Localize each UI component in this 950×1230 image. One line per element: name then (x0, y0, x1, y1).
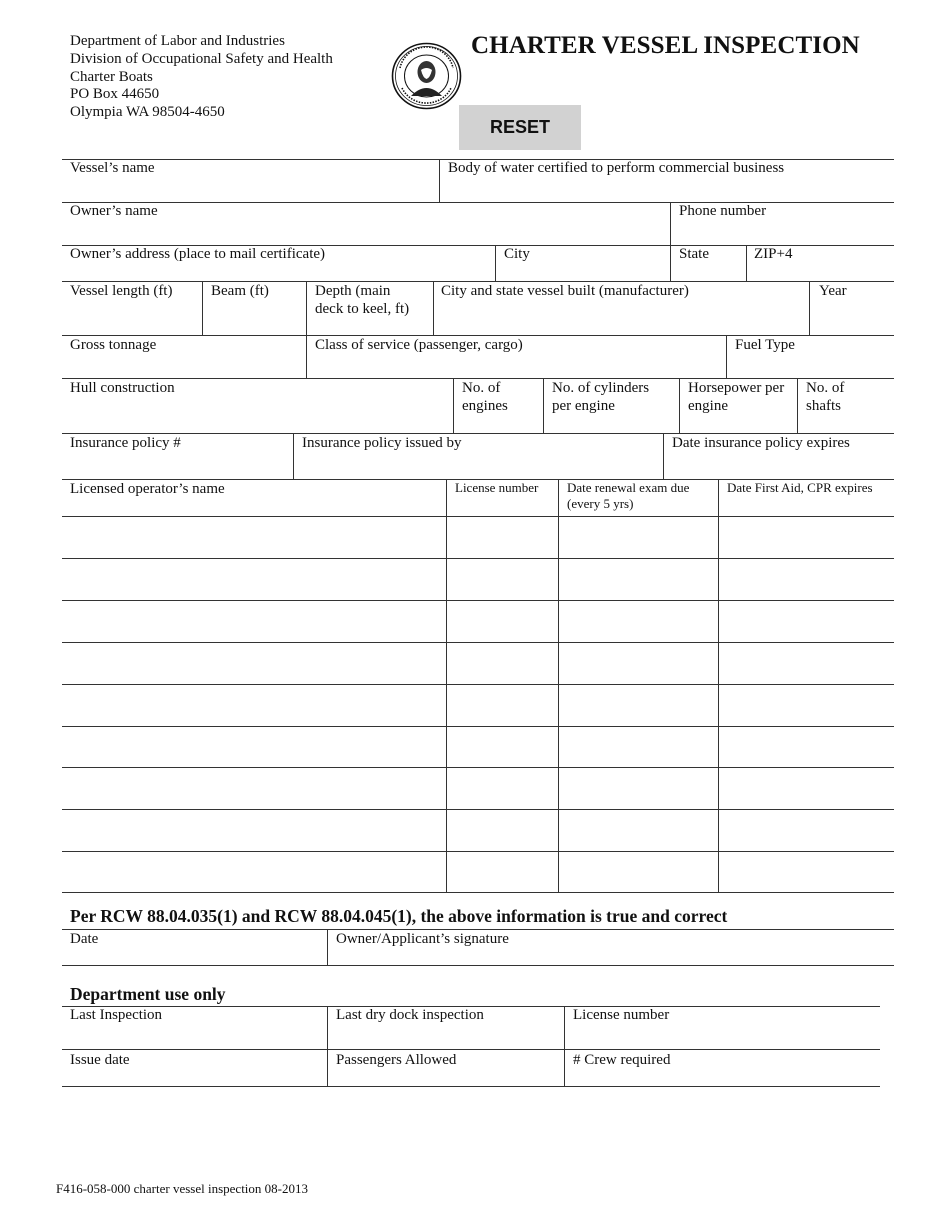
last-dry-dock-field[interactable] (328, 1025, 564, 1049)
cert-date-label: Date (70, 931, 99, 947)
last-dry-dock-label: Last dry dock inspection (336, 1007, 484, 1023)
engines-label-line: No. of (462, 380, 501, 396)
shafts-label (806, 379, 844, 415)
owner-address-label: Owner’s address (place to mail certificate) (70, 246, 326, 262)
vessel-name-label: Vessel’s name (70, 160, 155, 176)
horsepower-label-line: engine (688, 398, 728, 414)
operator-row[interactable] (62, 768, 894, 809)
operator-row[interactable] (62, 810, 894, 851)
owner-address-field[interactable] (62, 263, 495, 281)
engines-label-line: engines (462, 398, 508, 414)
city-state-built-label: City and state vessel built (manufacturer) (441, 283, 689, 299)
horsepower-label (688, 379, 784, 415)
address-line: Division of Occupational Safety and Health (70, 50, 333, 67)
reset-button[interactable]: RESET (459, 105, 581, 150)
hull-construction-field[interactable] (62, 397, 453, 433)
cert-date-field[interactable] (62, 948, 327, 965)
depth-label-line: Depth (main (315, 283, 391, 299)
city-field[interactable] (496, 263, 670, 281)
zip-label: ZIP+4 (754, 246, 793, 262)
crew-required-label: # Crew required (573, 1052, 671, 1068)
insurance-issued-by-label: Insurance policy issued by (302, 435, 462, 451)
shafts-label-line: shafts (806, 398, 841, 414)
depth-label (315, 282, 409, 318)
city-label: City (504, 246, 530, 262)
insurance-policy-field[interactable] (62, 452, 293, 479)
insurance-issued-by-field[interactable] (294, 452, 663, 479)
operator-row[interactable] (62, 601, 894, 642)
last-inspection-label: Last Inspection (70, 1007, 163, 1023)
operator-row[interactable] (62, 559, 894, 600)
address-line: Olympia WA 98504-4650 (70, 104, 225, 121)
department-use-heading: Department use only (70, 984, 226, 1004)
passengers-allowed-field[interactable] (328, 1070, 564, 1086)
form-title: CHARTER VESSEL INSPECTION (471, 32, 860, 59)
agency-address (70, 33, 333, 122)
insurance-policy-label: Insurance policy # (70, 435, 181, 451)
insurance-expires-label: Date insurance policy expires (672, 435, 850, 451)
renewal-exam-header-line: (every 5 yrs) (567, 496, 634, 511)
depth-label-line: deck to keel, ft) (315, 301, 410, 317)
issue-date-label: Issue date (70, 1052, 130, 1068)
state-label: State (679, 246, 709, 262)
signature-field[interactable] (328, 948, 894, 965)
depth-field[interactable] (307, 318, 433, 335)
signature-label: Owner/Applicant’s signature (336, 931, 509, 947)
cylinders-label (552, 379, 649, 415)
license-number-header: License number (455, 480, 539, 495)
fuel-type-field[interactable] (727, 354, 894, 378)
gross-tonnage-label: Gross tonnage (70, 337, 157, 353)
crew-required-field[interactable] (565, 1070, 880, 1086)
last-inspection-field[interactable] (62, 1025, 327, 1049)
year-label: Year (819, 283, 847, 299)
insurance-expires-field[interactable] (664, 452, 894, 479)
operator-row[interactable] (62, 852, 894, 892)
operator-name-header: Licensed operator’s name (70, 481, 225, 497)
renewal-exam-header-line: Date renewal exam due (567, 480, 690, 495)
operator-row[interactable] (62, 517, 894, 558)
body-of-water-label: Body of water certified to perform commercial business (448, 160, 785, 176)
operator-row[interactable] (62, 727, 894, 767)
beam-field[interactable] (203, 300, 306, 335)
phone-number-label: Phone number (679, 203, 767, 219)
owner-name-field[interactable] (62, 219, 670, 245)
form-id-footer: F416-058-000 charter vessel inspection 08-2013 (56, 1181, 309, 1196)
horsepower-label-line: Horsepower per (688, 380, 785, 396)
operator-row[interactable] (62, 643, 894, 684)
state-seal-icon (391, 42, 462, 110)
zip-field[interactable] (747, 263, 894, 281)
vessel-name-field[interactable] (62, 176, 439, 202)
engines-label (462, 379, 508, 415)
fuel-type-label: Fuel Type (735, 337, 795, 353)
beam-label: Beam (ft) (211, 283, 269, 299)
class-of-service-field[interactable] (307, 354, 726, 378)
vessel-length-field[interactable] (62, 300, 202, 335)
state-field[interactable] (671, 263, 746, 281)
address-line: Charter Boats (70, 68, 153, 85)
address-line: PO Box 44650 (70, 86, 160, 103)
gross-tonnage-field[interactable] (62, 354, 306, 378)
shafts-label-line: No. of (806, 380, 845, 396)
class-of-service-label: Class of service (passenger, cargo) (315, 337, 523, 353)
phone-number-field[interactable] (671, 219, 894, 245)
passengers-allowed-label: Passengers Allowed (336, 1052, 457, 1068)
issue-date-field[interactable] (62, 1070, 327, 1086)
address-line: Department of Labor and Industries (70, 33, 285, 49)
dept-license-number-field[interactable] (565, 1025, 880, 1049)
hull-construction-label: Hull construction (70, 380, 175, 396)
first-aid-cpr-header: Date First Aid, CPR expires (727, 480, 873, 495)
dept-license-number-label: License number (573, 1007, 670, 1023)
year-field[interactable] (810, 300, 894, 335)
body-of-water-field[interactable] (440, 176, 894, 202)
cylinders-label-line: per engine (552, 398, 615, 414)
operator-row[interactable] (62, 685, 894, 726)
cylinders-label-line: No. of cylinders (552, 380, 650, 396)
renewal-exam-header (567, 480, 689, 512)
owner-name-label: Owner’s name (70, 203, 158, 219)
city-state-built-field[interactable] (434, 300, 809, 335)
vessel-length-label: Vessel length (ft) (70, 283, 173, 299)
certification-statement: Per RCW 88.04.035(1) and RCW 88.04.045(1), the above information is true and correct (70, 906, 728, 926)
